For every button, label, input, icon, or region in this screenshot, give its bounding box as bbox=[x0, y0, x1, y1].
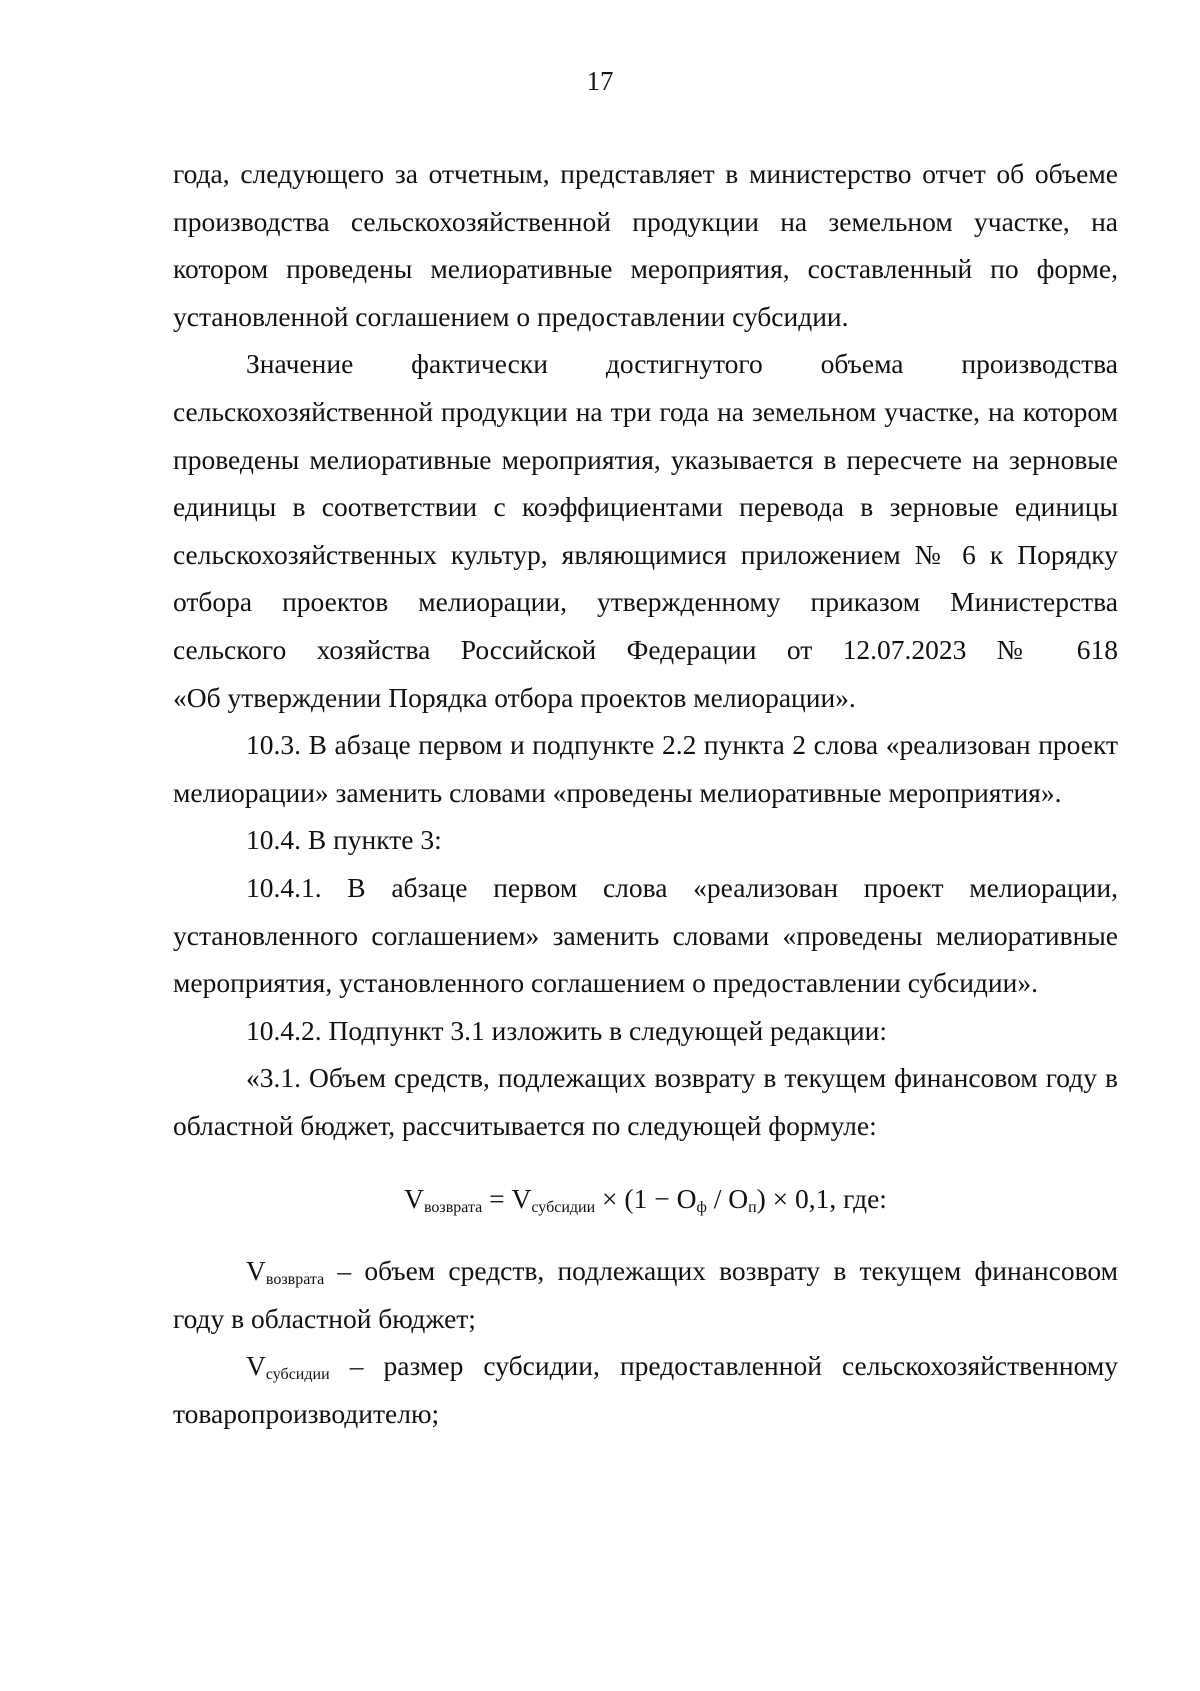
definition-symbol-subscript: субсидии bbox=[265, 1366, 330, 1384]
page-number: 17 bbox=[586, 66, 614, 96]
paragraph-continuation: года, следующего за отчетным, представляет в министерство отчет об объеме производства сельскохозяйственной продукции на земельном участке, на котором проведены мелиоративные мероприятия, составленный по форме, установленной соглашением о предоставлении субсидии. bbox=[173, 158, 1118, 332]
definition-text: – объем средств, подлежащих возврату в текущем финансовом году в областной бюджет; bbox=[173, 1255, 1118, 1334]
definition-v-subsidy bbox=[173, 1342, 1118, 1437]
formula-v-refund: V bbox=[404, 1183, 424, 1215]
formula-o-fact-subscript: ф bbox=[696, 1199, 707, 1217]
formula-tail: ) × 0,1, где: bbox=[756, 1183, 887, 1215]
refund-formula bbox=[173, 1175, 1118, 1223]
formula-v-refund-subscript: возврата bbox=[423, 1199, 483, 1217]
formula-middle: × (1 − O bbox=[595, 1183, 697, 1215]
definition-symbol-subscript: возврата bbox=[265, 1271, 325, 1289]
paragraph-10-4: 10.4. В пункте 3: bbox=[246, 824, 442, 856]
formula-divide: / O bbox=[706, 1183, 749, 1215]
definition-text: – размер субсидии, предоставленной сельскохозяйственному товаропроизводителю; bbox=[173, 1350, 1118, 1429]
formula-v-subsidy-subscript: субсидии bbox=[531, 1199, 596, 1217]
definition-symbol: V bbox=[246, 1255, 266, 1287]
paragraph-10-3: 10.3. В абзаце первом и подпункте 2.2 пункта 2 слова «реализован проект мелиорации» заменить словами «проведены мелиоративные мероприятия». bbox=[173, 729, 1118, 808]
document-body bbox=[173, 150, 1118, 1437]
paragraph-3-1: «3.1. Объем средств, подлежащих возврату в текущем финансовом году в областной бюджет, рассчитывается по следующей формуле: bbox=[173, 1062, 1118, 1141]
formula-o-plan-subscript: п bbox=[748, 1199, 757, 1217]
paragraph-production-volume-end: «Об утверждении Порядка отбора проектов мелиорации». bbox=[173, 681, 856, 713]
paragraph-10-4-2: 10.4.2. Подпункт 3.1 изложить в следующей редакции: bbox=[246, 1014, 887, 1046]
formula-equals: = bbox=[482, 1183, 512, 1215]
definition-v-refund bbox=[173, 1247, 1118, 1342]
definition-symbol: V bbox=[246, 1350, 266, 1382]
paragraph-production-volume: Значение фактически достигнутого объема производства сельскохозяйственной продукции на три года на земельном участке, на котором проведены мелиоративные мероприятия, указывается в пересчете на зерновые единицы в соответствии с коэффициентами перевода в зерновые единицы сельскохозяйственных культур, являющимися приложением № 6 к Порядку отбора проектов мелиорации, утвержденному приказом Министерства сельского хозяйства Российской Федерации от 12.07.2023 № 618 bbox=[173, 348, 1118, 665]
paragraph-10-4-1: 10.4.1. В абзаце первом слова «реализован проект мелиорации, установленного соглашением» заменить словами «проведены мелиоративные мероприятия, установленного соглашением о предоставлении субсидии». bbox=[173, 871, 1118, 999]
formula-v-subsidy: V bbox=[511, 1183, 532, 1215]
